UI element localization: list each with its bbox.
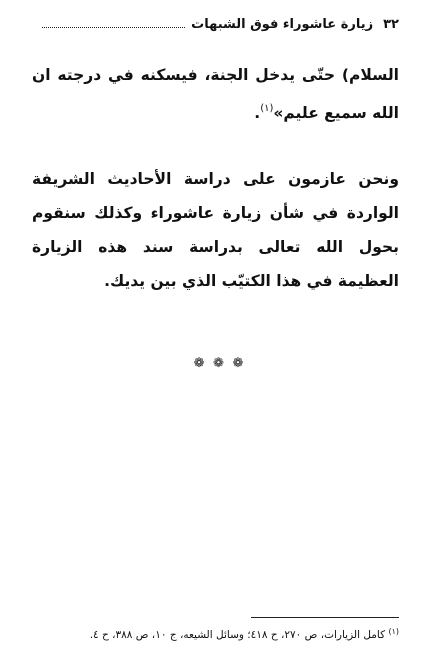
paragraph-2: ونحن عازمون على دراسة الأحاديث الشريفة الواردة في شأن زيارة عاشوراء وكذلك سنقوم بحول الله تعالى بدراسة سند هذه الزيارة العظيمة في هذا الكتيّب الذي بين يديك. (32, 170, 399, 290)
section-separator: ❁ ❁ ❁ (193, 356, 246, 371)
footnote-marker: (١) (388, 627, 399, 636)
footnote-text: كامل الزيارات، ص ٢٧٠، ح ٤١٨؛ وسائل الشيعه، ج ١٠، ص ٣٨٨، ح ٤. (89, 629, 386, 641)
header-dotted-leader (42, 27, 185, 28)
paragraph-1-end: . (254, 104, 261, 122)
running-title: زيارة عاشوراء فوق الشبهات (191, 16, 374, 32)
paragraph-1-text: السلام) حتّى يدخل الجنة، فيسكنه في درجته ان الله سميع عليم» (32, 66, 399, 122)
page-number: ٣٢ (383, 16, 399, 32)
footnote-reference: (١) (260, 103, 274, 114)
paragraph-1 (32, 58, 399, 130)
page-header (36, 14, 399, 34)
footnote (40, 627, 399, 641)
footnote-rule (251, 617, 399, 618)
